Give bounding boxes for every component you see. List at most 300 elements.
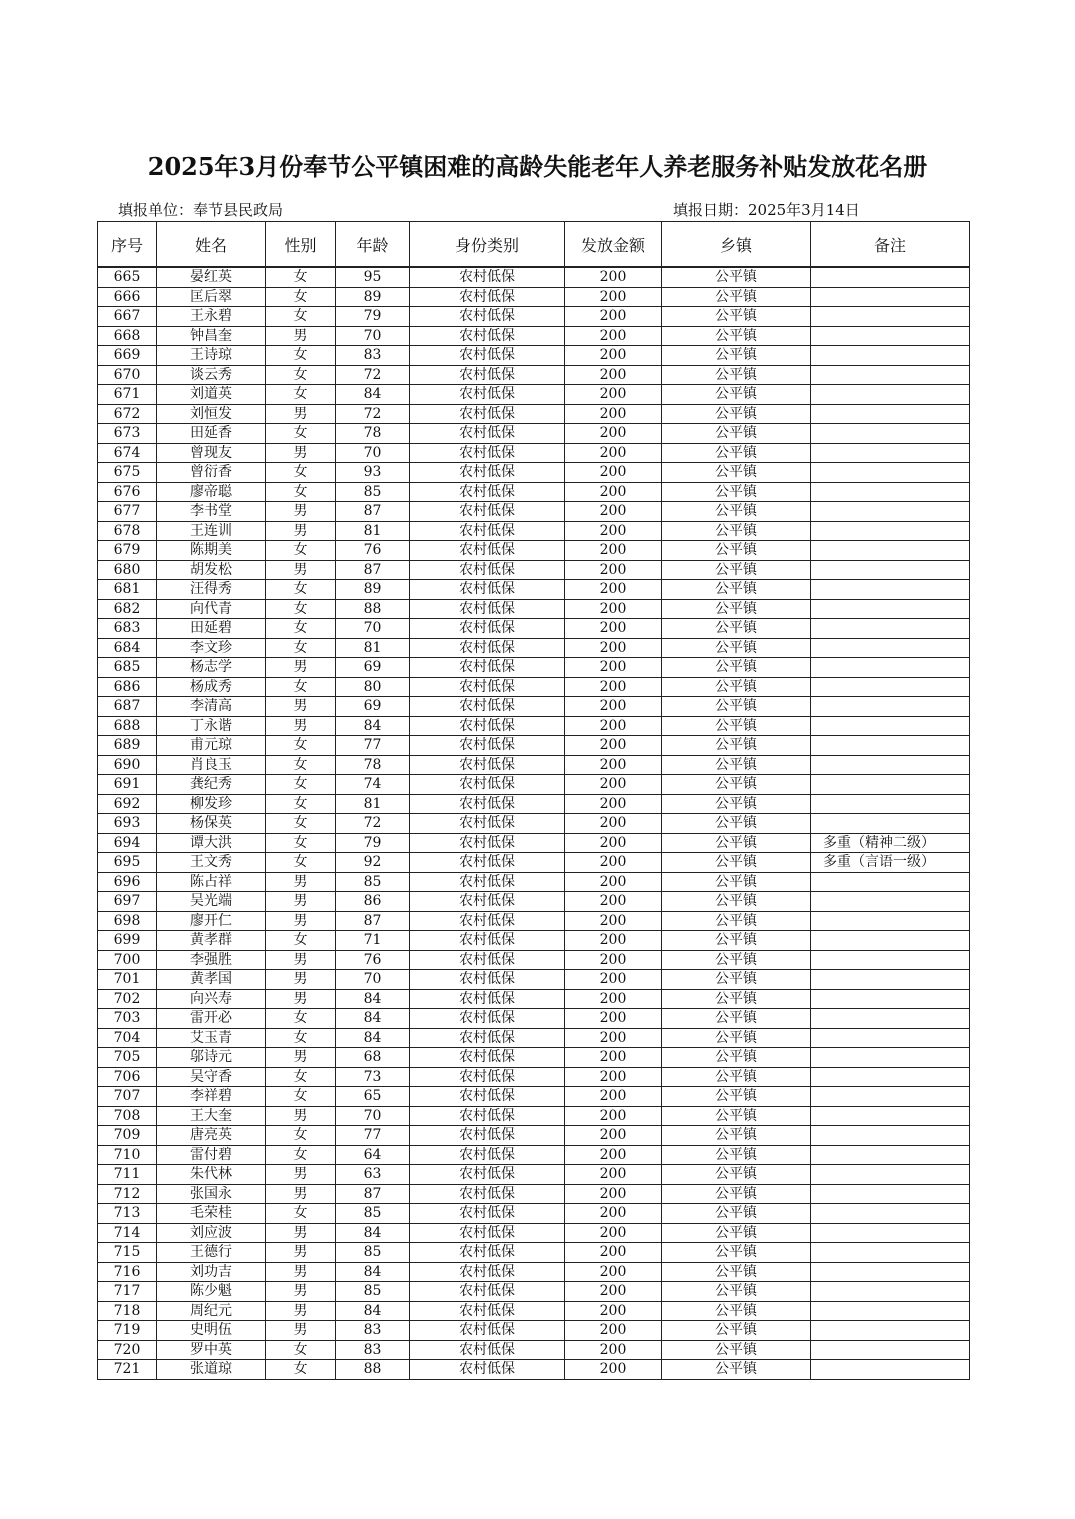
cell-identity-type: 农村低保 <box>410 833 565 853</box>
cell-gender: 女 <box>266 365 336 385</box>
cell-serial: 706 <box>98 1067 157 1087</box>
cell-age: 88 <box>336 599 410 619</box>
header-gender: 性别 <box>266 222 336 268</box>
cell-age: 80 <box>336 677 410 697</box>
cell-name: 雷付碧 <box>157 1145 266 1165</box>
cell-serial: 710 <box>98 1145 157 1165</box>
cell-amount: 200 <box>565 1321 662 1341</box>
cell-serial: 676 <box>98 482 157 502</box>
cell-serial: 668 <box>98 326 157 346</box>
table-row <box>98 1360 970 1380</box>
cell-name: 罗中英 <box>157 1340 266 1360</box>
table-row <box>98 346 970 366</box>
cell-gender: 男 <box>266 697 336 717</box>
cell-remark <box>811 463 970 483</box>
cell-age: 87 <box>336 502 410 522</box>
cell-age: 74 <box>336 775 410 795</box>
cell-age: 79 <box>336 833 410 853</box>
cell-gender: 女 <box>266 1028 336 1048</box>
cell-age: 84 <box>336 716 410 736</box>
cell-name: 王诗琼 <box>157 346 266 366</box>
cell-identity-type: 农村低保 <box>410 1087 565 1107</box>
cell-name: 谭大洪 <box>157 833 266 853</box>
cell-township: 公平镇 <box>662 911 811 931</box>
cell-age: 70 <box>336 1106 410 1126</box>
table-row <box>98 755 970 775</box>
table-row <box>98 1048 970 1068</box>
cell-identity-type: 农村低保 <box>410 736 565 756</box>
cell-remark <box>811 1223 970 1243</box>
cell-name: 王德行 <box>157 1243 266 1263</box>
cell-identity-type: 农村低保 <box>410 1321 565 1341</box>
cell-remark <box>811 1028 970 1048</box>
cell-identity-type: 农村低保 <box>410 1184 565 1204</box>
table-row <box>98 872 970 892</box>
cell-amount: 200 <box>565 677 662 697</box>
header-age: 年龄 <box>336 222 410 268</box>
cell-township: 公平镇 <box>662 404 811 424</box>
cell-name: 向兴寿 <box>157 989 266 1009</box>
document-title: 2025年3月份奉节公平镇困难的高龄失能老年人养老服务补贴发放花名册 <box>147 152 928 181</box>
cell-amount: 200 <box>565 794 662 814</box>
cell-serial: 681 <box>98 580 157 600</box>
cell-amount: 200 <box>565 1360 662 1380</box>
reporting-date: 填报日期：2025年3月14日 <box>673 201 860 219</box>
cell-age: 72 <box>336 404 410 424</box>
cell-remark <box>811 1126 970 1146</box>
cell-name: 丁永谐 <box>157 716 266 736</box>
cell-township: 公平镇 <box>662 853 811 873</box>
cell-serial: 701 <box>98 970 157 990</box>
cell-township: 公平镇 <box>662 970 811 990</box>
cell-gender: 女 <box>266 677 336 697</box>
cell-township: 公平镇 <box>662 1048 811 1068</box>
table-row <box>98 1184 970 1204</box>
cell-serial: 716 <box>98 1262 157 1282</box>
cell-remark <box>811 677 970 697</box>
cell-amount: 200 <box>565 755 662 775</box>
cell-remark <box>811 1145 970 1165</box>
cell-age: 70 <box>336 443 410 463</box>
table-row <box>98 1262 970 1282</box>
cell-gender: 女 <box>266 1204 336 1224</box>
cell-identity-type: 农村低保 <box>410 1106 565 1126</box>
cell-amount: 200 <box>565 814 662 834</box>
cell-township: 公平镇 <box>662 521 811 541</box>
cell-identity-type: 农村低保 <box>410 287 565 307</box>
table-row <box>98 1301 970 1321</box>
cell-age: 84 <box>336 1301 410 1321</box>
table-row <box>98 989 970 1009</box>
cell-remark <box>811 1048 970 1068</box>
cell-township: 公平镇 <box>662 950 811 970</box>
cell-gender: 女 <box>266 599 336 619</box>
cell-name: 刘应波 <box>157 1223 266 1243</box>
cell-serial: 683 <box>98 619 157 639</box>
cell-remark <box>811 502 970 522</box>
cell-name: 钟昌奎 <box>157 326 266 346</box>
cell-township: 公平镇 <box>662 697 811 717</box>
cell-age: 78 <box>336 755 410 775</box>
cell-township: 公平镇 <box>662 1145 811 1165</box>
cell-gender: 女 <box>266 755 336 775</box>
cell-serial: 696 <box>98 872 157 892</box>
cell-gender: 男 <box>266 1165 336 1185</box>
cell-remark <box>811 267 970 287</box>
cell-identity-type: 农村低保 <box>410 326 565 346</box>
cell-age: 84 <box>336 1223 410 1243</box>
cell-gender: 女 <box>266 307 336 327</box>
cell-name: 艾玉青 <box>157 1028 266 1048</box>
cell-gender: 男 <box>266 1048 336 1068</box>
cell-gender: 男 <box>266 950 336 970</box>
cell-township: 公平镇 <box>662 267 811 287</box>
cell-name: 廖开仁 <box>157 911 266 931</box>
cell-township: 公平镇 <box>662 1106 811 1126</box>
cell-serial: 675 <box>98 463 157 483</box>
roster-table <box>97 221 970 1380</box>
cell-age: 77 <box>336 1126 410 1146</box>
cell-remark <box>811 1106 970 1126</box>
cell-age: 83 <box>336 1340 410 1360</box>
cell-amount: 200 <box>565 697 662 717</box>
cell-amount: 200 <box>565 989 662 1009</box>
cell-age: 69 <box>336 697 410 717</box>
cell-township: 公平镇 <box>662 619 811 639</box>
cell-township: 公平镇 <box>662 775 811 795</box>
cell-amount: 200 <box>565 833 662 853</box>
cell-amount: 200 <box>565 1204 662 1224</box>
cell-township: 公平镇 <box>662 307 811 327</box>
cell-serial: 671 <box>98 385 157 405</box>
cell-age: 83 <box>336 1321 410 1341</box>
cell-name: 匡后翠 <box>157 287 266 307</box>
cell-age: 86 <box>336 892 410 912</box>
header-township: 乡镇 <box>662 222 811 268</box>
table-row <box>98 911 970 931</box>
cell-serial: 679 <box>98 541 157 561</box>
cell-gender: 男 <box>266 502 336 522</box>
cell-remark <box>811 424 970 444</box>
cell-gender: 男 <box>266 560 336 580</box>
cell-age: 64 <box>336 1145 410 1165</box>
cell-amount: 200 <box>565 853 662 873</box>
cell-remark <box>811 892 970 912</box>
cell-remark <box>811 619 970 639</box>
cell-age: 85 <box>336 1282 410 1302</box>
cell-amount: 200 <box>565 560 662 580</box>
cell-serial: 708 <box>98 1106 157 1126</box>
cell-age: 72 <box>336 814 410 834</box>
cell-serial: 720 <box>98 1340 157 1360</box>
cell-identity-type: 农村低保 <box>410 1243 565 1263</box>
cell-gender: 女 <box>266 385 336 405</box>
cell-remark <box>811 443 970 463</box>
cell-name: 史明伍 <box>157 1321 266 1341</box>
cell-township: 公平镇 <box>662 502 811 522</box>
cell-name: 甫元琼 <box>157 736 266 756</box>
cell-age: 89 <box>336 287 410 307</box>
cell-age: 84 <box>336 385 410 405</box>
cell-identity-type: 农村低保 <box>410 1145 565 1165</box>
cell-township: 公平镇 <box>662 1126 811 1146</box>
table-row <box>98 326 970 346</box>
cell-serial: 690 <box>98 755 157 775</box>
cell-remark <box>811 775 970 795</box>
cell-remark <box>811 1009 970 1029</box>
table-row <box>98 1204 970 1224</box>
cell-serial: 719 <box>98 1321 157 1341</box>
cell-gender: 女 <box>266 424 336 444</box>
cell-name: 陈少魁 <box>157 1282 266 1302</box>
cell-gender: 女 <box>266 1067 336 1087</box>
cell-serial: 700 <box>98 950 157 970</box>
cell-amount: 200 <box>565 267 662 287</box>
cell-name: 廖帝聪 <box>157 482 266 502</box>
cell-name: 唐亮英 <box>157 1126 266 1146</box>
table-row <box>98 638 970 658</box>
cell-age: 87 <box>336 1184 410 1204</box>
cell-name: 邬诗元 <box>157 1048 266 1068</box>
cell-identity-type: 农村低保 <box>410 989 565 1009</box>
cell-township: 公平镇 <box>662 1067 811 1087</box>
cell-name: 周纪元 <box>157 1301 266 1321</box>
cell-remark <box>811 346 970 366</box>
cell-serial: 714 <box>98 1223 157 1243</box>
cell-identity-type: 农村低保 <box>410 1048 565 1068</box>
cell-serial: 665 <box>98 267 157 287</box>
cell-township: 公平镇 <box>662 794 811 814</box>
cell-serial: 672 <box>98 404 157 424</box>
cell-gender: 男 <box>266 716 336 736</box>
cell-name: 吴守香 <box>157 1067 266 1087</box>
cell-name: 张国永 <box>157 1184 266 1204</box>
cell-amount: 200 <box>565 385 662 405</box>
cell-identity-type: 农村低保 <box>410 1340 565 1360</box>
cell-serial: 682 <box>98 599 157 619</box>
cell-township: 公平镇 <box>662 931 811 951</box>
cell-gender: 男 <box>266 443 336 463</box>
cell-gender: 女 <box>266 1009 336 1029</box>
cell-identity-type: 农村低保 <box>410 619 565 639</box>
table-row <box>98 1028 970 1048</box>
cell-name: 李祥碧 <box>157 1087 266 1107</box>
cell-age: 84 <box>336 989 410 1009</box>
cell-township: 公平镇 <box>662 463 811 483</box>
cell-township: 公平镇 <box>662 989 811 1009</box>
cell-gender: 男 <box>266 1223 336 1243</box>
cell-gender: 男 <box>266 1184 336 1204</box>
cell-gender: 女 <box>266 833 336 853</box>
table-row <box>98 463 970 483</box>
table-header-row <box>98 222 970 268</box>
cell-identity-type: 农村低保 <box>410 892 565 912</box>
cell-township: 公平镇 <box>662 814 811 834</box>
cell-remark <box>811 1340 970 1360</box>
cell-serial: 704 <box>98 1028 157 1048</box>
cell-remark <box>811 482 970 502</box>
cell-amount: 200 <box>565 1340 662 1360</box>
cell-remark <box>811 385 970 405</box>
cell-serial: 691 <box>98 775 157 795</box>
cell-township: 公平镇 <box>662 658 811 678</box>
cell-identity-type: 农村低保 <box>410 950 565 970</box>
table-row <box>98 1165 970 1185</box>
cell-serial: 674 <box>98 443 157 463</box>
cell-identity-type: 农村低保 <box>410 463 565 483</box>
table-body <box>98 267 970 1379</box>
header-serial: 序号 <box>98 222 157 268</box>
cell-gender: 男 <box>266 1106 336 1126</box>
cell-age: 87 <box>336 911 410 931</box>
cell-remark <box>811 1262 970 1282</box>
table-row <box>98 560 970 580</box>
cell-name: 向代青 <box>157 599 266 619</box>
cell-identity-type: 农村低保 <box>410 677 565 697</box>
cell-remark <box>811 872 970 892</box>
cell-gender: 女 <box>266 775 336 795</box>
cell-township: 公平镇 <box>662 443 811 463</box>
table-row <box>98 365 970 385</box>
cell-age: 85 <box>336 1243 410 1263</box>
cell-remark <box>811 794 970 814</box>
table-row <box>98 1067 970 1087</box>
cell-township: 公平镇 <box>662 287 811 307</box>
cell-township: 公平镇 <box>662 872 811 892</box>
cell-identity-type: 农村低保 <box>410 872 565 892</box>
cell-amount: 200 <box>565 1106 662 1126</box>
cell-remark <box>811 580 970 600</box>
cell-remark <box>811 1184 970 1204</box>
cell-age: 63 <box>336 1165 410 1185</box>
cell-gender: 女 <box>266 1360 336 1380</box>
cell-identity-type: 农村低保 <box>410 1067 565 1087</box>
cell-township: 公平镇 <box>662 736 811 756</box>
cell-remark <box>811 970 970 990</box>
cell-township: 公平镇 <box>662 892 811 912</box>
cell-name: 柳发珍 <box>157 794 266 814</box>
cell-township: 公平镇 <box>662 424 811 444</box>
cell-name: 晏红英 <box>157 267 266 287</box>
cell-serial: 670 <box>98 365 157 385</box>
header-name: 姓名 <box>157 222 266 268</box>
table-row <box>98 1126 970 1146</box>
cell-name: 曾衍香 <box>157 463 266 483</box>
cell-township: 公平镇 <box>662 560 811 580</box>
cell-serial: 669 <box>98 346 157 366</box>
cell-name: 王文秀 <box>157 853 266 873</box>
cell-remark <box>811 736 970 756</box>
cell-identity-type: 农村低保 <box>410 755 565 775</box>
cell-amount: 200 <box>565 482 662 502</box>
cell-name: 田延香 <box>157 424 266 444</box>
reporting-unit: 填报单位：奉节县民政局 <box>118 201 284 219</box>
cell-serial: 677 <box>98 502 157 522</box>
table-row <box>98 267 970 287</box>
cell-serial: 689 <box>98 736 157 756</box>
cell-remark <box>811 814 970 834</box>
table-row <box>98 833 970 853</box>
cell-serial: 694 <box>98 833 157 853</box>
table-row <box>98 1223 970 1243</box>
cell-remark <box>811 911 970 931</box>
cell-remark <box>811 755 970 775</box>
cell-serial: 699 <box>98 931 157 951</box>
table-row <box>98 619 970 639</box>
table-row <box>98 853 970 873</box>
cell-age: 85 <box>336 1204 410 1224</box>
cell-remark <box>811 1360 970 1380</box>
cell-age: 83 <box>336 346 410 366</box>
cell-remark <box>811 658 970 678</box>
cell-gender: 女 <box>266 580 336 600</box>
cell-name: 李书堂 <box>157 502 266 522</box>
cell-township: 公平镇 <box>662 1223 811 1243</box>
table-row <box>98 1340 970 1360</box>
cell-amount: 200 <box>565 1126 662 1146</box>
table-row <box>98 1243 970 1263</box>
cell-name: 谈云秀 <box>157 365 266 385</box>
cell-name: 胡发松 <box>157 560 266 580</box>
cell-serial: 673 <box>98 424 157 444</box>
cell-name: 刘道英 <box>157 385 266 405</box>
cell-remark <box>811 638 970 658</box>
cell-age: 85 <box>336 872 410 892</box>
cell-identity-type: 农村低保 <box>410 1223 565 1243</box>
cell-serial: 692 <box>98 794 157 814</box>
cell-age: 89 <box>336 580 410 600</box>
cell-gender: 男 <box>266 404 336 424</box>
cell-remark <box>811 560 970 580</box>
cell-age: 78 <box>336 424 410 444</box>
cell-gender: 女 <box>266 1340 336 1360</box>
cell-name: 李文珍 <box>157 638 266 658</box>
cell-identity-type: 农村低保 <box>410 424 565 444</box>
cell-remark: 多重（言语一级） <box>811 853 970 873</box>
cell-gender: 男 <box>266 326 336 346</box>
cell-gender: 女 <box>266 287 336 307</box>
cell-township: 公平镇 <box>662 346 811 366</box>
cell-gender: 女 <box>266 1145 336 1165</box>
cell-gender: 男 <box>266 892 336 912</box>
cell-amount: 200 <box>565 1243 662 1263</box>
cell-name: 龚纪秀 <box>157 775 266 795</box>
cell-amount: 200 <box>565 1262 662 1282</box>
cell-serial: 688 <box>98 716 157 736</box>
table-row <box>98 307 970 327</box>
cell-remark <box>811 404 970 424</box>
cell-remark <box>811 1087 970 1107</box>
cell-identity-type: 农村低保 <box>410 1282 565 1302</box>
cell-amount: 200 <box>565 1165 662 1185</box>
table-row <box>98 716 970 736</box>
cell-amount: 200 <box>565 307 662 327</box>
cell-serial: 713 <box>98 1204 157 1224</box>
cell-serial: 695 <box>98 853 157 873</box>
cell-township: 公平镇 <box>662 326 811 346</box>
cell-age: 73 <box>336 1067 410 1087</box>
cell-age: 81 <box>336 794 410 814</box>
cell-serial: 698 <box>98 911 157 931</box>
cell-identity-type: 农村低保 <box>410 853 565 873</box>
cell-township: 公平镇 <box>662 833 811 853</box>
table-row <box>98 287 970 307</box>
cell-name: 雷开必 <box>157 1009 266 1029</box>
cell-age: 81 <box>336 638 410 658</box>
cell-age: 70 <box>336 326 410 346</box>
cell-name: 陈期美 <box>157 541 266 561</box>
cell-name: 陈占祥 <box>157 872 266 892</box>
